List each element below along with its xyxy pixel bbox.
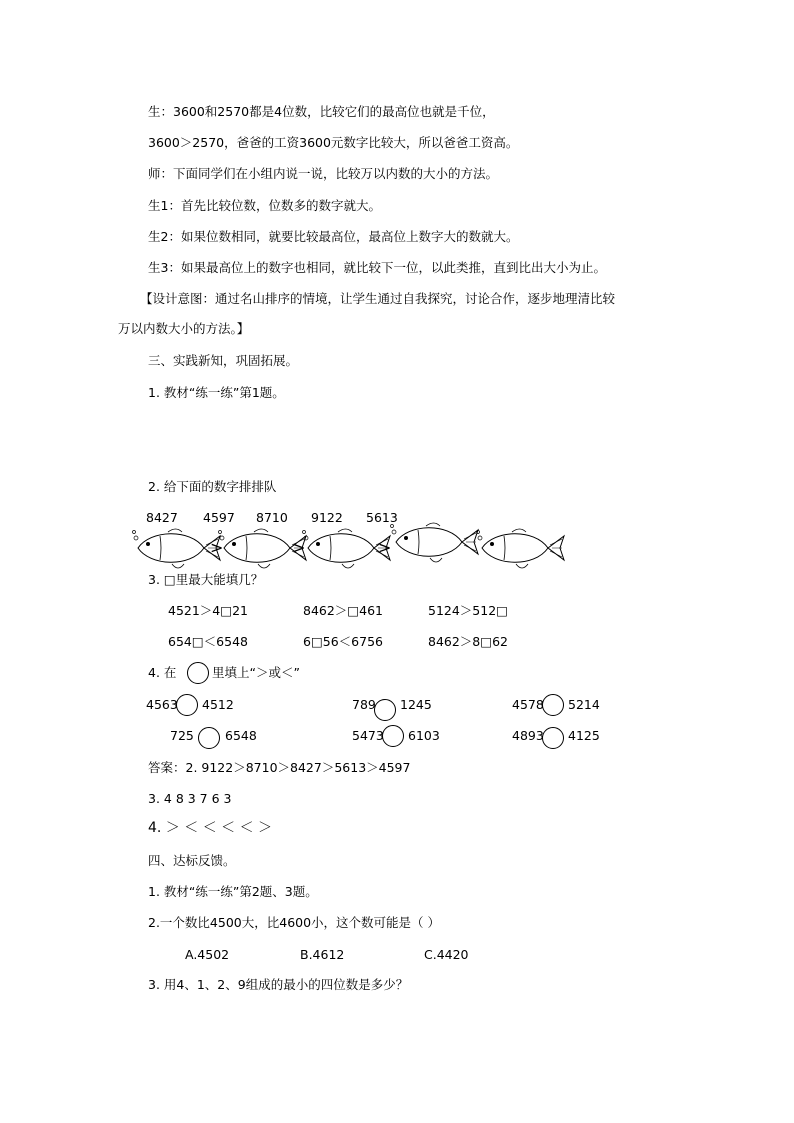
fish-number: 8427 [146,510,178,525]
paragraph-teacher: 师：下面同学们在小组内说一说，比较万以内数的大小的方法。 [148,166,499,181]
fish-number: 4597 [203,510,235,525]
compare-left: 4563 [146,697,178,712]
fish-number: 5613 [366,510,398,525]
fill-item: 8462＞□461 [303,603,383,618]
paragraph-student-1: 生：3600和2570都是4位数，比较它们的最高位也就是千位， [148,104,495,119]
compare-left: 725 [170,728,194,743]
paragraph-student-1-cont: 3600＞2570，爸爸的工资3600元数字比较大，所以爸爸工资高。 [148,135,519,150]
design-intent-line-1: 【设计意图：通过名山排序的情境，让学生通过自我探究，讨论合作，逐步地理清比较 [140,291,616,306]
compare-circle[interactable] [176,694,198,716]
compare-right: 6103 [408,728,440,743]
section-3-heading: 三、实践新知，巩固拓展。 [148,353,299,368]
answer-3: 3. 4 8 3 7 6 3 [148,791,232,806]
section-3-q4-prefix: 4. 在 [148,665,177,680]
blank-circle [187,662,209,684]
answer-2: 答案：2. 9122＞8710＞8427＞5613＞4597 [148,760,411,775]
fill-item: 5124＞512□ [428,603,508,618]
paragraph-student-c: 生3：如果最高位上的数字也相同，就比较下一位，以此类推，直到比出大小为止。 [148,260,606,275]
section-4-q1: 1. 教材“练一练”第2题、3题。 [148,884,318,899]
answer-4: 4. ＞ ＜ ＜ ＜ ＜ ＞ [148,820,273,836]
section-3-q3: 3. □里最大能填几？ [148,572,264,587]
compare-left: 4578 [512,697,544,712]
fish-sign: > [210,538,224,557]
fish-icon [390,518,482,568]
paragraph-student-a: 生1：首先比较位数，位数多的数字就大。 [148,198,381,213]
compare-circle[interactable] [542,694,564,716]
compare-circle[interactable] [382,725,404,747]
compare-right: 1245 [400,697,432,712]
compare-circle[interactable] [374,699,396,721]
fill-item: 6□56＜6756 [303,634,383,649]
compare-right: 5214 [568,697,600,712]
option-c: C.4420 [424,947,469,962]
option-b: B.4612 [300,947,345,962]
compare-right: 4125 [568,728,600,743]
fish-number: 9122 [311,510,343,525]
option-a: A.4502 [185,947,230,962]
fill-item: 4521＞4□21 [168,603,248,618]
compare-right: 6548 [225,728,257,743]
section-3-q1: 1. 教材“练一练”第1题。 [148,385,285,400]
compare-left: 789 [352,697,376,712]
fish-sign: > [292,538,306,557]
compare-circle[interactable] [542,727,564,749]
compare-left: 4893 [512,728,544,743]
paragraph-student-b: 生2：如果位数相同，就要比较最高位，最高位上数字大的数就大。 [148,229,519,244]
section-4-heading: 四、达标反馈。 [148,853,236,868]
section-4-q3: 3. 用4、1、2、9组成的最小的四位数是多少？ [148,977,409,992]
section-4-q2: 2.一个数比4500大，比4600小，这个数可能是（ ） [148,915,441,930]
fill-item: 654□＜6548 [168,634,248,649]
design-intent-line-2: 万以内数大小的方法。】 [118,321,250,336]
fish-sign: > [378,538,392,557]
section-3-q4-suffix: 里填上“＞或＜” [212,665,300,680]
fish-icon [476,524,568,574]
fill-item: 8462＞8□62 [428,634,508,649]
compare-circle[interactable] [198,727,220,749]
section-3-q2: 2. 给下面的数字排排队 [148,479,277,494]
compare-right: 4512 [202,697,234,712]
fish-number: 8710 [256,510,288,525]
compare-left: 5473 [352,728,384,743]
